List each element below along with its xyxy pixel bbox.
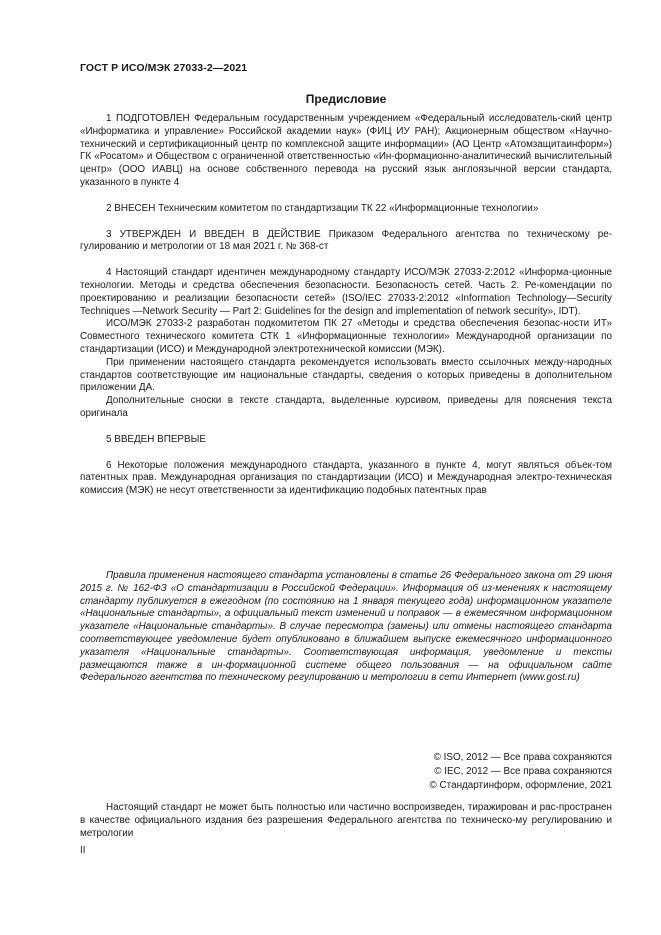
copyright-standartinform: © Стандартинформ, оформление, 2021 — [429, 780, 612, 791]
paragraph-3: 3 УТВЕРЖДЕН И ВВЕДЕН В ДЕЙСТВИЕ Приказом Федерального агентства по техническому ре-гулированию и метрологии от 18 мая 2021 г. № 368-ст — [80, 228, 612, 253]
document-header: ГОСТ Р ИСО/МЭК 27033-2—2021 — [80, 62, 248, 74]
paragraph-6: 6 Некоторые положения международного стандарта, указанного в пункте 4, могут являться объек-том патентных прав. Международная организация по стандартизации (ИСО) и Международная электро-техническая комиссия (МЭК) не несут ответственности за идентификацию подобных патентных прав — [80, 459, 612, 497]
page-number: II — [80, 845, 86, 856]
reproduction-notice — [80, 802, 612, 840]
page-title: Предисловие — [305, 92, 387, 106]
paragraph-4-references: При применении настоящего стандарта рекомендуется использовать вместо ссылочных между-народных стандартов соответствующие им национальные стандарты, сведения о которых приведены в дополнительном приложении ДА. — [80, 356, 612, 394]
copyright-iso: © ISO, 2012 — Все права сохраняются — [433, 752, 612, 763]
foreword-body — [80, 113, 612, 498]
legal-notice-text: Правила применения настоящего стандарта установлены в статье 26 Федерального закона от 29 июня 2015 г. № 162-ФЗ «О стандартизации в Российской Федерации». Информация об из-менениях к настоящему стандарту публикуется в ежегодном (по состоянию на 1 января текущего года) информационном указателе «Национальные стандарты», а официальный текст изменений и поправок — в ежемесячном информационном указателе «Национальные стандарты». В случае пересмотра (замены) или отмены настоящего стандарта соответствующее уведомление будет опубликовано в ближайшем выпуске ежемесячного информационного указателя «Национальные стандарты». Соответствующая информация, уведомление и тексты размещаются также в ин-формационной системе общего пользования — на официальном сайте Федерального агентства по техническому регулированию и метрологии в сети Интернет (www.gost.ru) — [80, 570, 612, 684]
copyright-block — [430, 751, 612, 793]
paragraph-1: 1 ПОДГОТОВЛЕН Федеральным государственным учреждением «Федеральный исследователь-ский центр «Информатика и управление» Российской академии наук» (ФИЦ ИУ РАН); Акционерным обществом «Научно-технический и сертификационный центр по комплексной защите информации» (АО Центр «Атомзащитаинформ») ГК «Росатом» и Обществом с ограниченной ответственностью «Ин-формационно-аналитический вычислительный центр» (ООО ИАВЦ) на основе собственного перевода на русский язык англоязычной версии стандарта, указанного в пункте 4 — [80, 113, 612, 188]
reproduction-notice-text: Настоящий стандарт не может быть полностью или частично воспроизведен, тиражирован и рас-пространен в качестве официального издания без разрешения Федерального агентства по техническо-му регулированию и метрологии — [80, 802, 612, 839]
paragraph-4-footnotes: Дополнительные сноски в тексте стандарта, выделенные курсивом, приведены для пояснения текста оригинала — [80, 395, 612, 419]
legal-notice — [80, 570, 612, 685]
paragraph-4-developer: ИСО/МЭК 27033-2 разработан подкомитетом ПК 27 «Методы и средства обеспечения безопас-ности ИТ» Совместного технического комитета СТК 1 «Информационные технологии» Международной организации по стандартизации (ИСО) и Международной электротехнической комиссии (МЭК). — [80, 318, 612, 355]
paragraph-2: 2 ВНЕСЕН Техническим комитетом по стандартизации ТК 22 «Информационные технологии» — [106, 202, 539, 214]
paragraph-5: 5 ВВЕДЕН ВПЕРВЫЕ — [106, 433, 206, 445]
paragraph-4: 4 Настоящий стандарт идентичен международному стандарту ИСО/МЭК 27033-2:2012 «Информа-ционные технологии. Методы и средства обеспечения безопасности. Безопасность сетей. Часть 2. Ре-комендации по проектированию и реализации безопасности сетей» (ISO/IEC 27033-2:2012 «Information Technology—Security Techniques —Network Security — Part 2: Guidelines for the design and implementation of network security», IDT). — [80, 267, 612, 317]
copyright-iec: © IEC, 2012 — Все права сохраняются — [434, 766, 612, 777]
